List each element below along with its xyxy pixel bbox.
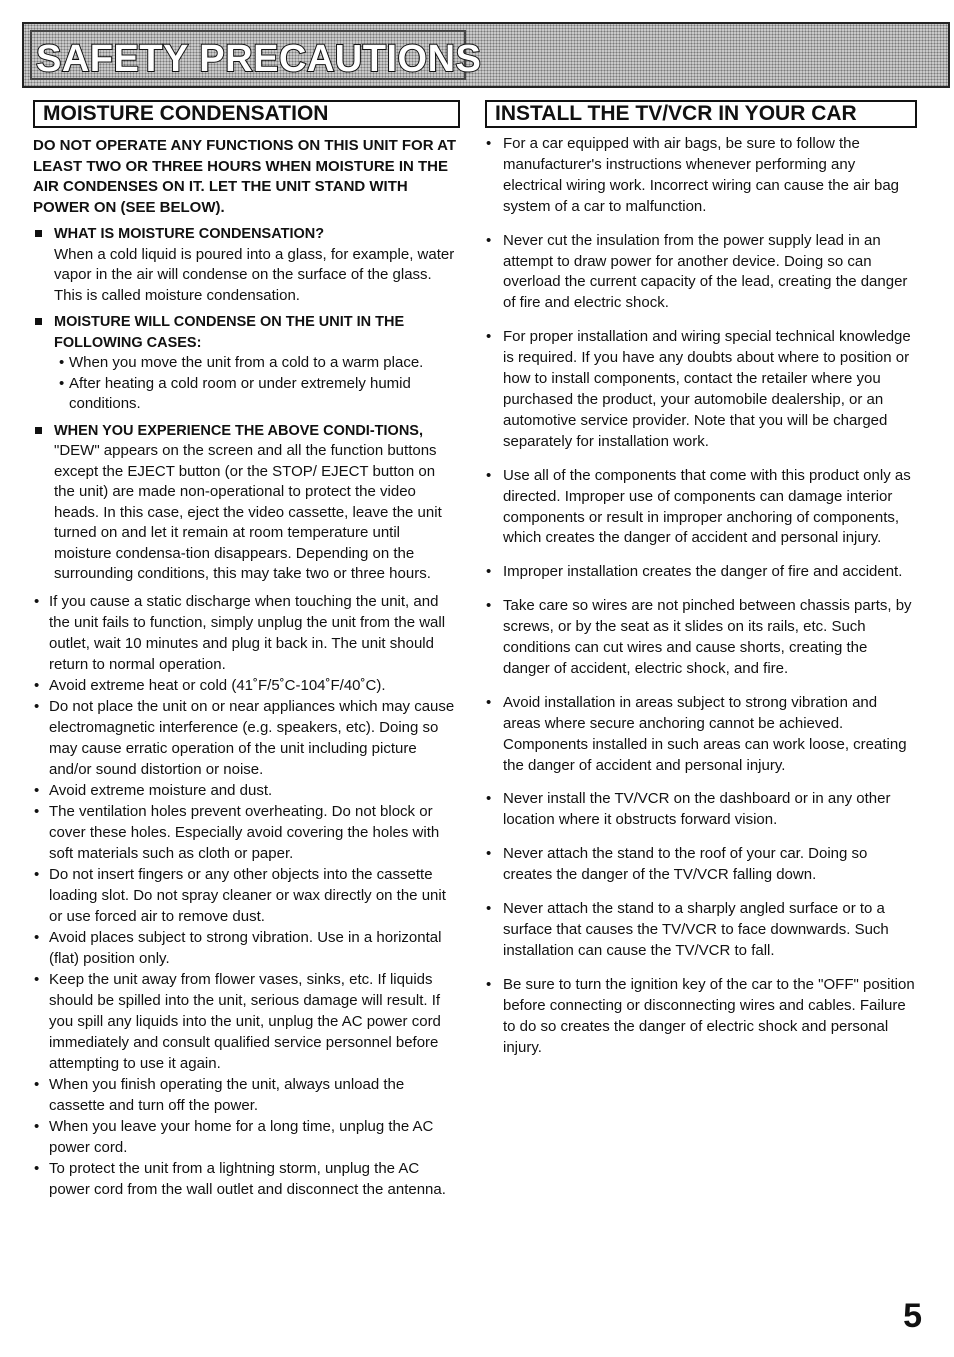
list-item: • Avoid extreme heat or cold (41˚F/5˚C-104˚F/40˚C). — [33, 675, 460, 696]
when-conditions — [33, 421, 460, 585]
subsection-heading: WHAT IS MOISTURE CONDENSATION? — [54, 226, 325, 242]
list-item: • Never attach the stand to the roof of your car. Doing so creates the danger of the TV/VCR falling down. — [485, 844, 917, 886]
list-item: • Be sure to turn the ignition key of the car to the "OFF" position before connecting or disconnecting wires and cables. Failure to do so creates the danger of electric shock and personal injury. — [485, 975, 917, 1059]
list-item: • Do not insert fingers or any other objects into the cassette loading slot. Do not spray cleaner or wax directly on the unit or use forced air to remove dust. — [33, 864, 460, 927]
moisture-bullet-list — [33, 591, 460, 1200]
list-item: • Improper installation creates the danger of fire and accident. — [485, 562, 917, 583]
title-banner — [22, 22, 950, 88]
subsection-body: When a cold liquid is poured into a glass, for example, water vapor in the air will condense on the surface of the glass. This is called moisture condensation. — [54, 245, 455, 304]
condensation-cases — [33, 312, 460, 415]
moisture-heading: MOISTURE CONDENSATION — [33, 100, 460, 128]
subsection-heading: MOISTURE WILL CONDENSE ON THE UNIT IN THE FOLLOWING CASES: — [54, 314, 405, 351]
moisture-section — [33, 100, 460, 1200]
list-item: • When you leave your home for a long time, unplug the AC power cord. — [33, 1116, 460, 1158]
page-number: 5 — [903, 1297, 922, 1335]
square-bullet-icon — [35, 427, 42, 434]
list-item: • When you move the unit from a cold to a warm place. — [59, 353, 460, 374]
list-item: • Keep the unit away from flower vases, sinks, etc. If liquids should be spilled into the unit, serious damage will result. If you spill any liquids into the unit, unplug the AC power cord immediately and consult qualified service personnel before attempting to use it again. — [33, 969, 460, 1074]
list-item: • Never install the TV/VCR on the dashboard or in any other location where it obstructs forward vision. — [485, 789, 917, 831]
list-item: • Avoid installation in areas subject to strong vibration and areas where secure anchoring cannot be achieved. Components installed in such areas can work loose, creating the danger of accident and personal injury. — [485, 693, 917, 777]
install-bullet-list — [485, 134, 917, 1058]
list-item: • After heating a cold room or under extremely humid conditions. — [59, 374, 460, 415]
cases-list — [33, 353, 460, 415]
list-item: • Avoid extreme moisture and dust. — [33, 780, 460, 801]
list-item: • Never attach the stand to a sharply angled surface or to a surface that causes the TV/VCR to face downwards. Such installation can cause the TV/VCR to fall. — [485, 899, 917, 962]
what-is-condensation — [33, 224, 460, 306]
list-item: • When you finish operating the unit, always unload the cassette and turn off the power. — [33, 1074, 460, 1116]
install-section — [485, 100, 917, 1071]
list-item: • Take care so wires are not pinched between chassis parts, by screws, or by the seat as it slides on its rails, etc. Such conditions can cut wires and cause shorts, creating the danger of accident, electric shock, and fire. — [485, 596, 917, 680]
install-heading: INSTALL THE TV/VCR IN YOUR CAR — [485, 100, 917, 128]
list-item: • For a car equipped with air bags, be sure to follow the manufacturer's instructions whenever performing any electrical wiring work. Incorrect wiring can cause the air bag system of a car to malfunction. — [485, 134, 917, 218]
page-title: SAFETY PRECAUTIONS — [36, 38, 482, 80]
subsection-body: "DEW" appears on the screen and all the function buttons except the EJECT button (or the STOP/ EJECT button on the unit) are made non-operational to protect the video heads. In this case, eject the video cassette, leave the unit turned on and let it remain at room temperature until moisture condensa-tion disappears. Depending on the surrounding conditions, this may take two or three hours. — [54, 442, 442, 582]
list-item: • Never cut the insulation from the power supply lead in an attempt to draw power for another device. Doing so can overload the current capacity of the lead, creating the danger of fire and electric shock. — [485, 231, 917, 315]
list-item: • For proper installation and wiring special technical knowledge is required. If you have any doubts about where to position or how to install components, contact the retailer where you purchased the product, your automobile dealership, or an automotive service provider. Note that you will be charged separately for installation work. — [485, 327, 917, 452]
list-item: • To protect the unit from a lightning storm, unplug the AC power cord from the wall outlet and disconnect the antenna. — [33, 1158, 460, 1200]
square-bullet-icon — [35, 318, 42, 325]
list-item: • If you cause a static discharge when touching the unit, and the unit fails to function, simply unplug the unit from the wall outlet, wait 10 minutes and plug it back in. The unit should return to normal operation. — [33, 591, 460, 675]
moisture-warning: DO NOT OPERATE ANY FUNCTIONS ON THIS UNIT FOR AT LEAST TWO OR THREE HOURS WHEN MOISTURE IN THE AIR CONDENSES ON IT. LET THE UNIT STAND WITH POWER ON (SEE BELOW). — [33, 137, 457, 216]
list-item: • Avoid places subject to strong vibration. Use in a horizontal (flat) position only. — [33, 927, 460, 969]
subsection-heading: WHEN YOU EXPERIENCE THE ABOVE CONDI-TIONS, — [54, 422, 423, 439]
list-item: • The ventilation holes prevent overheating. Do not block or cover these holes. Especially avoid covering the holes with soft materials such as cloth or paper. — [33, 801, 460, 864]
square-bullet-icon — [35, 230, 42, 237]
list-item: • Do not place the unit on or near appliances which may cause electromagnetic interference (e.g. speakers, etc). Doing so may cause erratic operation of the unit including picture and/or sound distortion or noise. — [33, 696, 460, 780]
list-item: • Use all of the components that come with this product only as directed. Improper use of components can damage interior components or result in improper anchoring of components, which creates the danger of accident and personal injury. — [485, 466, 917, 550]
